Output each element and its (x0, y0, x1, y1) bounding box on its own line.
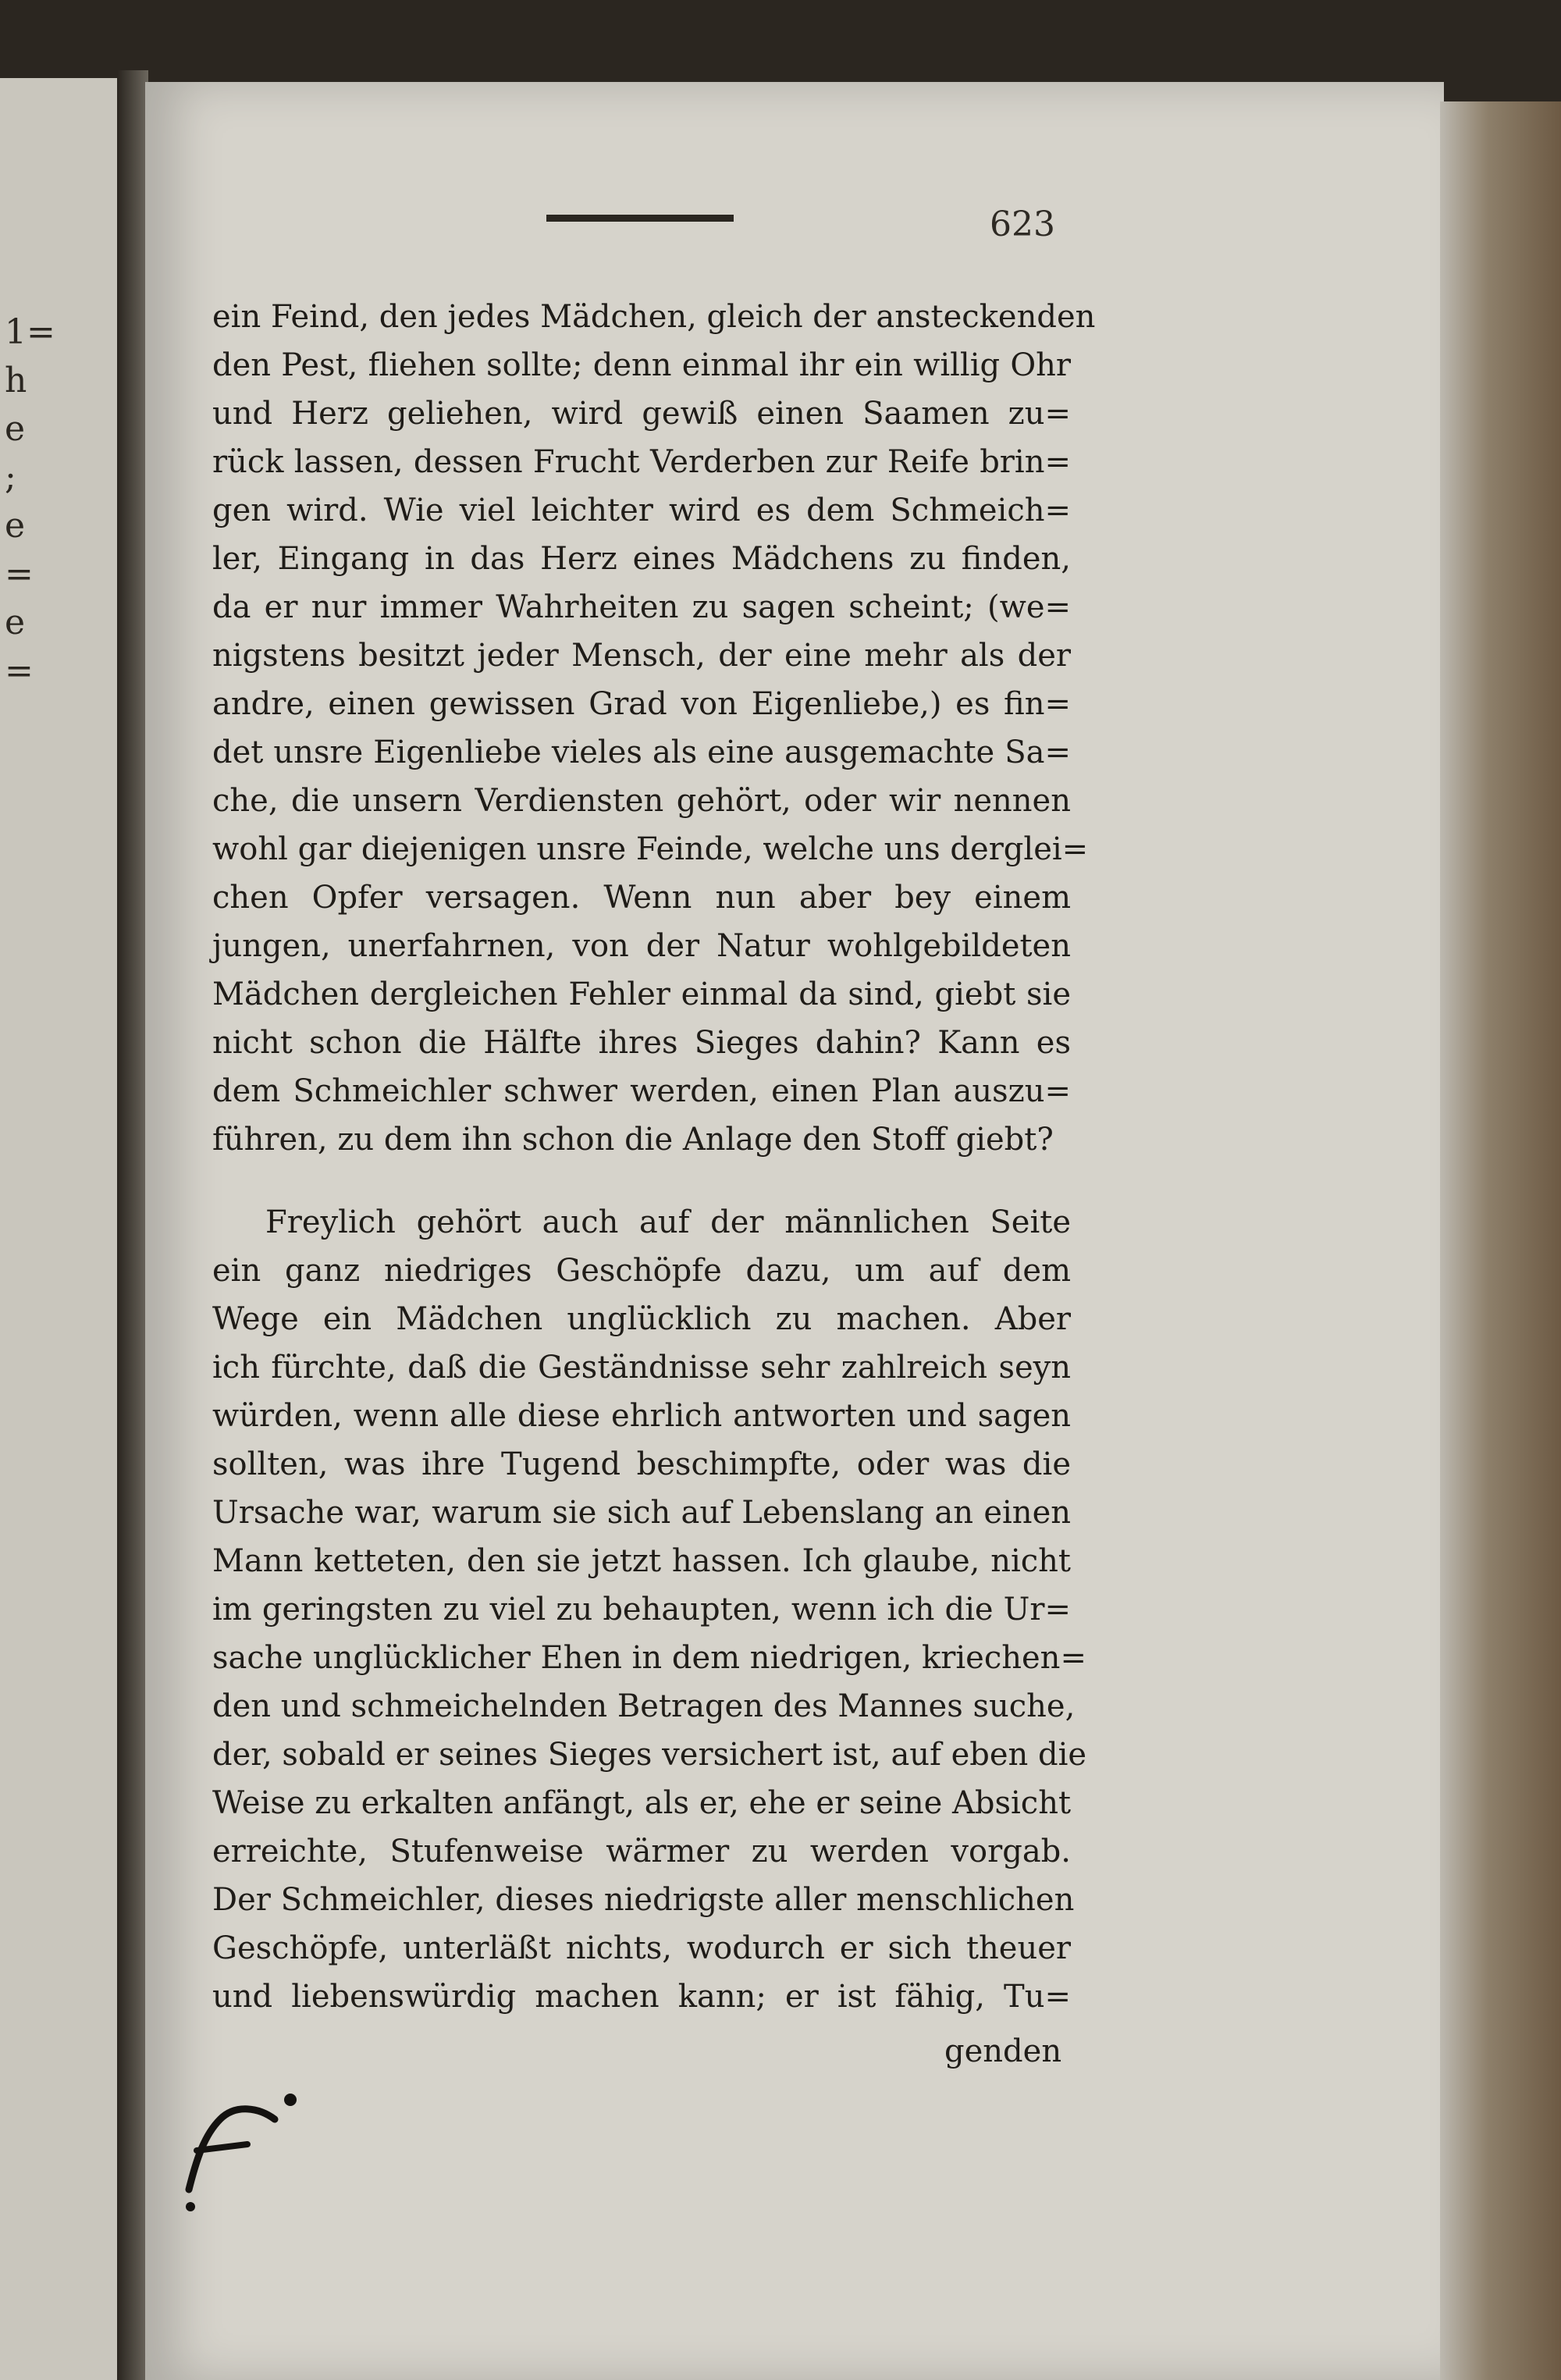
left-page-fragment: ; (5, 457, 16, 497)
left-page-fragment: = (5, 651, 34, 691)
text-line: führen, zu dem ihn schon die Anlage den Stoff giebt? (212, 1122, 1054, 1158)
left-page-fragment: h (5, 361, 27, 400)
text-line: dem Schmeichler schwer werden, einen Plan auszu= (212, 1073, 1071, 1109)
book-gutter (117, 70, 148, 2380)
left-page-fragment: 1= (5, 312, 55, 352)
paragraph-1 (212, 293, 1096, 1164)
text-line: Mädchen dergleichen Fehler einmal da sind, giebt sie (212, 977, 1071, 1012)
text-line: Wege ein Mädchen unglücklich zu machen. Aber (212, 1301, 1071, 1337)
left-page-fragment: e (5, 409, 26, 449)
text-line: chen Opfer versagen. Wenn nun aber bey einem (212, 880, 1071, 916)
text-line: Mann ketteten, den sie jetzt hassen. Ich glaube, nicht (212, 1543, 1071, 1579)
text-line: der, sobald er seines Sieges versichert ist, auf eben die (212, 1737, 1087, 1773)
text-line: Geschöpfe, unterläßt nichts, wodurch er sich theuer (212, 1930, 1071, 1966)
text-line: würden, wenn alle diese ehrlich antworten und sagen (212, 1398, 1071, 1434)
header-rule (546, 215, 734, 222)
text-line: im geringsten zu viel zu behaupten, wenn ich die Ur= (212, 1592, 1071, 1628)
left-page-fragment: e (5, 603, 26, 642)
text-line: und liebenswürdig machen kann; er ist fähig, Tu= (212, 1979, 1071, 2015)
text-line: den Pest, fliehen sollte; denn einmal ihr ein willig Ohr (212, 347, 1071, 383)
text-line: Weise zu erkalten anfängt, als er, ehe er seine Absicht (212, 1785, 1072, 1821)
page-edge-stack (1440, 101, 1561, 2380)
catchword: genden (944, 2033, 1062, 2069)
text-line: den und schmeichelnden Betragen des Mannes suche, (212, 1688, 1076, 1724)
text-line: nigstens besitzt jeder Mensch, der eine mehr als der (212, 638, 1071, 674)
text-line: ein Feind, den jedes Mädchen, gleich der ansteckenden (212, 299, 1096, 335)
text-line: wohl gar diejenigen unsre Feinde, welche uns derglei= (212, 831, 1089, 867)
text-line: sache unglücklicher Ehen in dem niedrigen, kriechen= (212, 1640, 1086, 1676)
left-page-edge (0, 78, 122, 2380)
text-line: che, die unsern Verdiensten gehört, oder wir nennen (212, 783, 1071, 819)
paragraph-2 (212, 1198, 1087, 2021)
text-line: andre, einen gewissen Grad von Eigenliebe,) es fin= (212, 686, 1071, 722)
text-line: ler, Eingang in das Herz eines Mädchens zu finden, (212, 541, 1071, 577)
text-line: Der Schmeichler, dieses niedrigste aller menschlichen (212, 1882, 1075, 1918)
text-line: rück lassen, dessen Frucht Verderben zur Reife brin= (212, 444, 1071, 480)
text-line: nicht schon die Hälfte ihres Sieges dahin? Kann es (212, 1025, 1071, 1061)
text-line: ein ganz niedriges Geschöpfe dazu, um auf dem (212, 1253, 1071, 1289)
text-line: und Herz geliehen, wird gewiß einen Saamen zu= (212, 396, 1071, 432)
text-line: sollten, was ihre Tugend beschimpfte, oder was die (212, 1446, 1071, 1482)
text-line: jungen, unerfahrnen, von der Natur wohlgebildeten (212, 928, 1071, 964)
text-line: Freylich gehört auch auf der männlichen Seite (265, 1204, 1071, 1240)
text-line: gen wird. Wie viel leichter wird es dem Schmeich= (212, 493, 1071, 528)
left-page-fragment: e (5, 506, 26, 546)
left-page-fragment: = (5, 554, 34, 594)
text-line: da er nur immer Wahrheiten zu sagen scheint; (we= (212, 589, 1071, 625)
ink-mark-icon (173, 2072, 314, 2213)
text-line: det unsre Eigenliebe vieles als eine ausgemachte Sa= (212, 735, 1071, 770)
text-line: ich fürchte, daß die Geständnisse sehr zahlreich seyn (212, 1350, 1071, 1386)
text-line: erreichte, Stufenweise wärmer zu werden vorgab. (212, 1834, 1071, 1869)
text-line: Ursache war, warum sie sich auf Lebenslang an einen (212, 1495, 1071, 1531)
page-number: 623 (990, 205, 1055, 244)
